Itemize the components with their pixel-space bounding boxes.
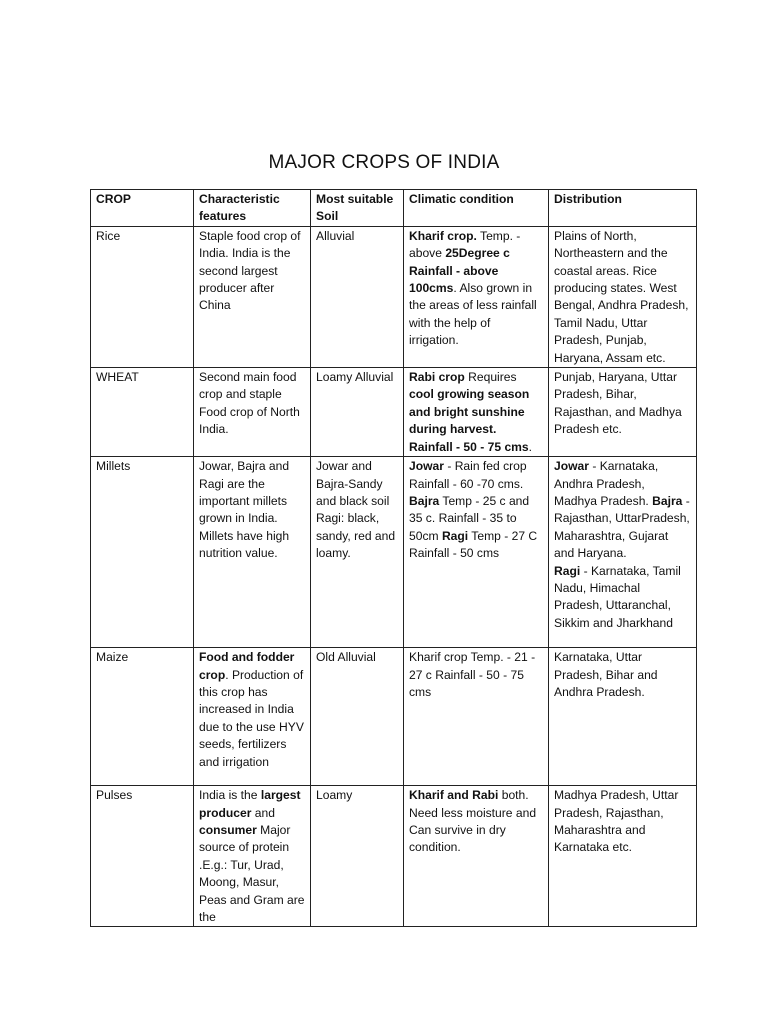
table-row — [91, 457, 697, 648]
cell-soil — [311, 226, 404, 367]
text-run: Loamy Alluvial — [316, 370, 394, 385]
table-header-row — [91, 190, 697, 227]
cell-soil — [311, 648, 404, 786]
cell-crop: Maize — [91, 648, 194, 786]
bold-text-run: largest producer — [199, 788, 301, 820]
text-run: - Rain fed crop Rainfall - 60 -70 cms. — [409, 459, 527, 491]
bold-text-run: consumer — [199, 822, 257, 837]
header-features: Characteristic features — [194, 190, 311, 227]
bold-text-run: cool growing season and bright sunshine during harvest. Rainfall - 50 - 75 cms — [409, 387, 530, 454]
cell-features — [194, 226, 311, 367]
cell-features — [194, 368, 311, 457]
cell-features — [194, 786, 311, 927]
bold-text-run: Rabi crop — [409, 370, 465, 385]
text-run: both. Need less moisture and Can survive in dry condition. — [409, 788, 537, 855]
text-run: Plains of North, Northeastern and the coastal areas. Rice producing states. West Bengal, Andhra Pradesh, Tamil Nadu, Uttar Pradesh, Punjab, Haryana, Assam etc. — [554, 228, 689, 365]
cell-climate — [404, 226, 549, 367]
text-run: . Production of this crop has increased in India due to the use HYV seeds, fertilizers and irrigation — [199, 667, 304, 769]
header-climate: Climatic condition — [404, 190, 549, 227]
cell-distribution — [549, 648, 697, 786]
header-crop: CROP — [91, 190, 194, 227]
text-run: Punjab, Haryana, Uttar Pradesh, Bihar, Rajasthan, and Madhya Pradesh etc. — [554, 370, 682, 437]
cell-climate — [404, 457, 549, 648]
table-row — [91, 226, 697, 367]
text-run: Madhya Pradesh, Uttar Pradesh, Rajasthan, Maharashtra and Karnataka etc. — [554, 788, 679, 855]
text-run: Kharif crop Temp. - 21 - 27 c Rainfall - 50 - 75 cms — [409, 650, 536, 699]
text-run: Requires — [464, 370, 517, 385]
bold-text-run: Kharif crop. — [409, 228, 477, 243]
bold-text-run: Jowar — [554, 459, 589, 474]
text-run: Staple food crop of India. India is the second largest producer after China — [199, 228, 301, 313]
cell-distribution — [549, 457, 697, 648]
cell-crop: Millets — [91, 457, 194, 648]
bold-text-run: Food and fodder crop — [199, 650, 295, 682]
text-run: . Also grown in the areas of less rainfall with the help of irrigation. — [409, 281, 537, 348]
text-run: Loamy — [316, 788, 353, 803]
text-run: Jowar, Bajra and Ragi are the important millets grown in India. Millets have high nutrition value. — [199, 459, 290, 561]
text-run: India is the — [199, 788, 261, 803]
cell-distribution — [549, 226, 697, 367]
table-row — [91, 368, 697, 457]
text-run: . — [528, 439, 533, 454]
bold-text-run: 25Degree c Rainfall - above 100cms — [409, 246, 510, 296]
bold-text-run: Ragi — [441, 528, 469, 543]
text-run: Temp - 27 C Rainfall - 50 cms — [409, 528, 538, 561]
bold-text-run: Jowar — [409, 459, 444, 474]
cell-crop: WHEAT — [91, 368, 194, 457]
cell-soil — [311, 457, 404, 648]
header-distribution: Distribution — [549, 190, 697, 227]
text-run: - Karnataka, Tamil Nadu, Himachal Pradesh, Uttaranchal, Sikkim and Jharkhand — [554, 563, 681, 630]
table-row — [91, 786, 697, 927]
text-run: Temp. - above — [409, 228, 521, 261]
cell-soil — [311, 368, 404, 457]
bold-text-run: Kharif and Rabi — [409, 788, 499, 803]
text-run: Second main food crop and staple Food crop of North India. — [199, 370, 300, 437]
bold-text-run: Bajra — [409, 493, 440, 508]
cell-distribution — [549, 368, 697, 457]
bold-text-run: Ragi — [554, 563, 581, 578]
cell-climate — [404, 648, 549, 786]
text-run: Old Alluvial — [316, 650, 376, 665]
text-run: Temp - 25 c and 35 c. Rainfall - 35 to 50cm — [409, 493, 530, 543]
table-row — [91, 648, 697, 786]
text-run: Alluvial — [316, 228, 355, 243]
page-title: MAJOR CROPS OF INDIA — [268, 152, 500, 173]
bold-text-run: Bajra — [652, 493, 683, 508]
cell-distribution — [549, 786, 697, 927]
cell-features — [194, 648, 311, 786]
header-soil: Most suitable Soil — [311, 190, 404, 227]
cell-climate — [404, 368, 549, 457]
cell-crop: Pulses — [91, 786, 194, 927]
cell-climate — [404, 786, 549, 927]
text-run: and — [251, 805, 275, 820]
text-run: - Rajasthan, UttarPradesh, Maharashtra, Gujarat and Haryana. — [554, 493, 690, 561]
cell-soil — [311, 786, 404, 927]
crops-table — [90, 189, 697, 927]
cell-crop: Rice — [91, 226, 194, 367]
text-run: Jowar and Bajra-Sandy and black soil Ragi: black, sandy, red and loamy. — [316, 459, 396, 561]
text-run: - Karnataka, Andhra Pradesh, Madhya Pradesh. — [554, 459, 659, 508]
text-run: Major source of protein .E.g.: Tur, Urad, Moong, Masur, Peas and Gram are the — [199, 822, 305, 924]
text-run: Karnataka, Uttar Pradesh, Bihar and Andhra Pradesh. — [554, 650, 658, 699]
cell-features — [194, 457, 311, 648]
